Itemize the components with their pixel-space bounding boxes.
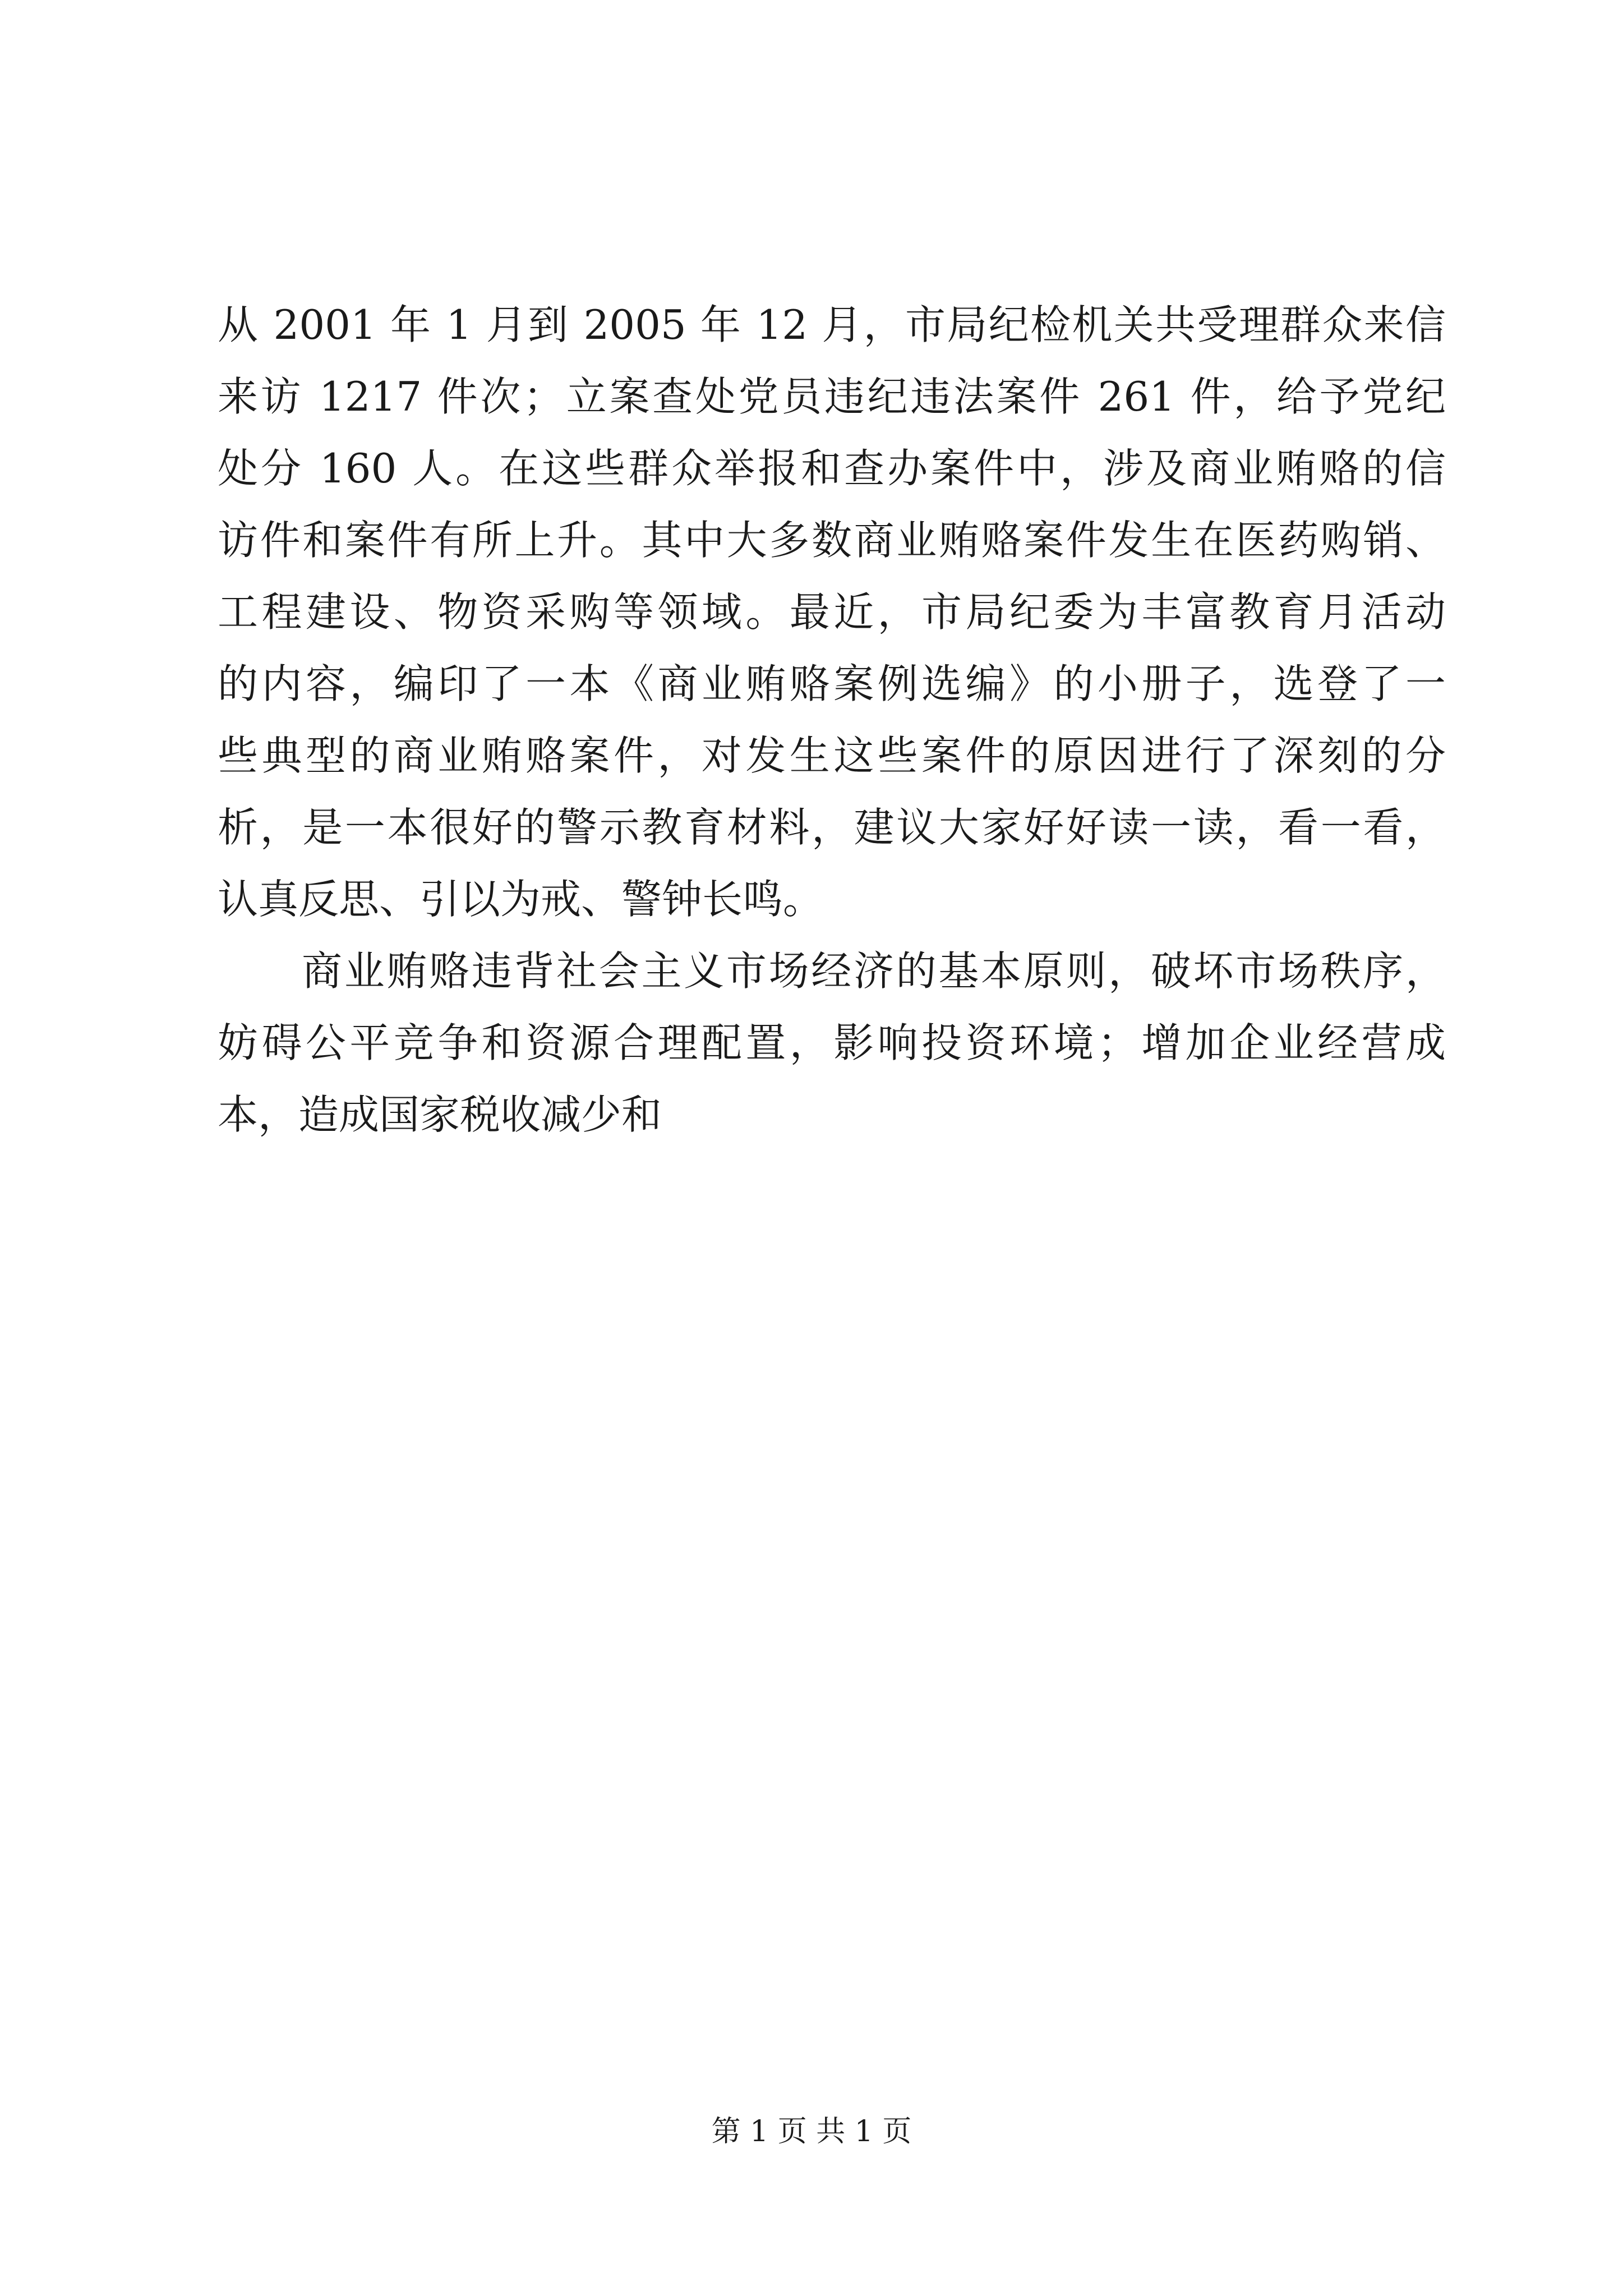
text-line: 工程建设、物资采购等领域。最近，市局纪委为丰富教育月活动 [218,588,1446,636]
text-line: 来访 1217 件次；立案查处党员违纪违法案件 261 件，给予党纪 [218,373,1446,420]
text-line: 析，是一本很好的警示教育材料，建议大家好好读一读，看一看， [218,804,1446,851]
paragraph-1 [218,289,1446,935]
text-line: 处分 160 人。在这些群众举报和查办案件中，涉及商业贿赂的信 [218,445,1446,492]
text-line: 访件和案件有所上升。其中大多数商业贿赂案件发生在医药购销、 [218,517,1446,564]
text-line: 本，造成国家税收减少和 [218,1091,662,1138]
text-line: 从 2001 年 1 月到 2005 年 12 月，市局纪检机关共受理群众来信 [218,301,1446,348]
text-line: 些典型的商业贿赂案件，对发生这些案件的原因进行了深刻的分 [218,732,1446,779]
text-line: 的内容，编印了一本《商业贿赂案例选编》的小册子，选登了一 [218,660,1446,707]
document-body [218,289,1446,1151]
page-number-label: 第 1 页 共 1 页 [711,2115,912,2148]
text-line: 认真反思、引以为戒、警钟长鸣。 [218,876,824,923]
paragraph-2 [218,935,1446,1151]
text-line: 商业贿赂违背社会主义市场经济的基本原则，破坏市场秩序， [302,947,1446,995]
page-footer [0,2112,1623,2151]
text-line: 妨碍公平竞争和资源合理配置，影响投资环境；增加企业经营成 [218,1019,1446,1066]
